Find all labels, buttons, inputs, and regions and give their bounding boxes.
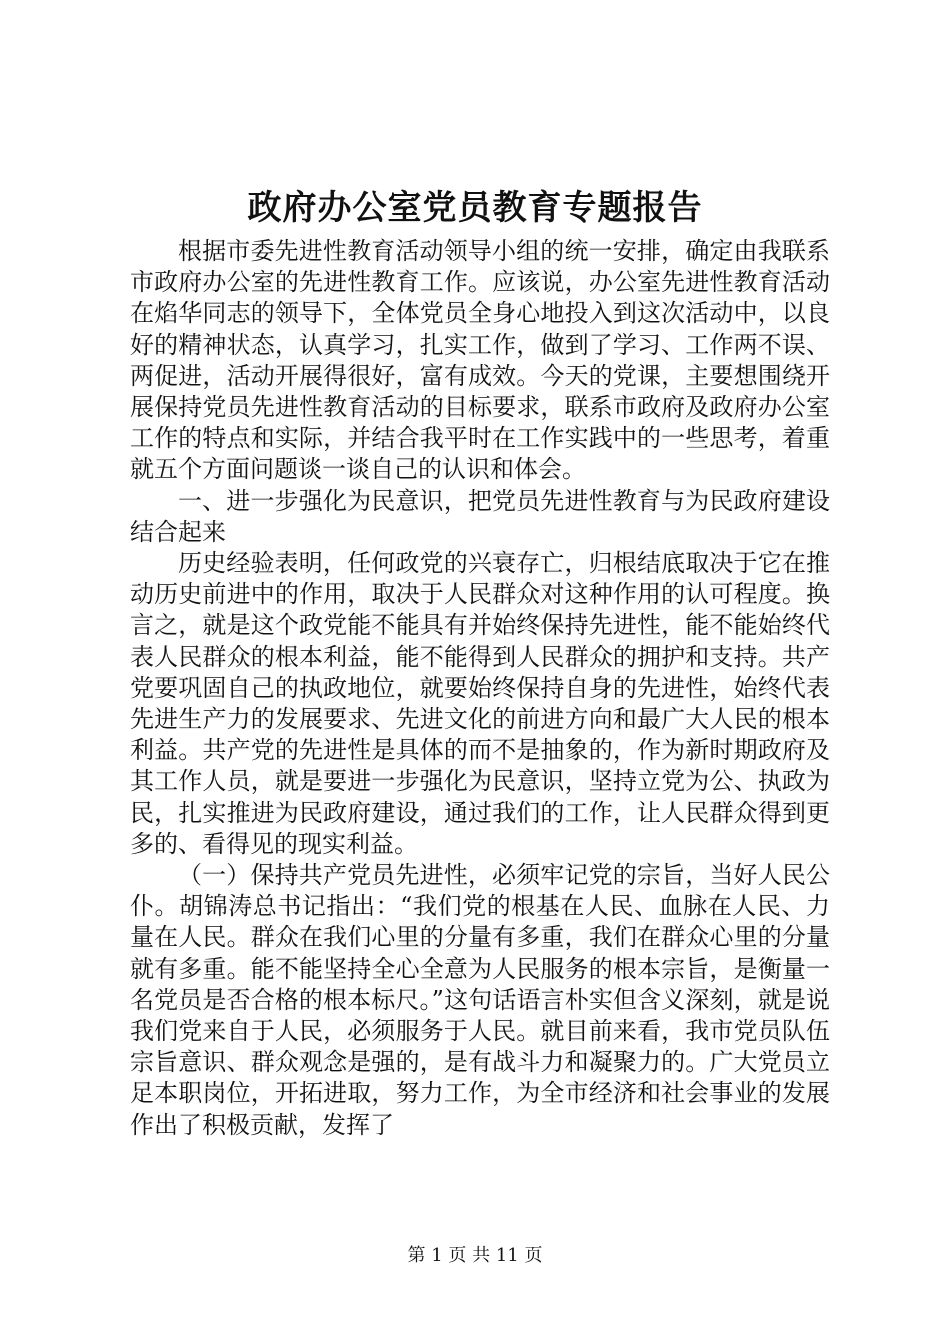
paragraph-intro: 根据市委先进性教育活动领导小组的统一安排，确定由我联系市政府办公室的先进性教育工作。应该说，办公室先进性教育活动在焰华同志的领导下，全体党员全身心地投入到这次活动中，以良好的精神状态，认真学习，扎实工作，做到了学习、工作两不误、两促进，活动开展得很好，富有成效。今天的党课，主要想围绕开展保持党员先进性教育活动的目标要求，联系市政府及政府办公室工作的特点和实际，并结合我平时在工作实践中的一些思考，着重就五个方面问题谈一谈自己的认识和体会。: [130, 237, 830, 484]
paragraph-subsection-1: （一）保持共产党员先进性，必须牢记党的宗旨，当好人民公仆。胡锦涛总书记指出：“我们党的根基在人民、血脉在人民、力量在人民。群众在我们心里的分量有多重，我们在群众心里的分量就有多重。能不能坚持全心全意为人民服务的根本宗旨，是衡量一名党员是否合格的根本标尺。”这句话语言朴实但含义深刻，就是说我们党来自于人民，必须服务于人民。就目前来看，我市党员队伍宗旨意识、群众观念是强的，是有战斗力和凝聚力的。广大党员立足本职岗位，开拓进取，努力工作，为全市经济和社会事业的发展作出了积极贡献，发挥了: [130, 861, 830, 1139]
paragraph-history: 历史经验表明，任何政党的兴衰存亡，归根结底取决于它在推动历史前进中的作用，取决于人民群众对这种作用的认可程度。换言之，就是这个政党能不能具有并始终保持先进性，能不能始终代表人民群众的根本利益，能不能得到人民群众的拥护和支持。共产党要巩固自己的执政地位，就要始终保持自身的先进性，始终代表先进生产力的发展要求、先进文化的前进方向和最广大人民的根本利益。共产党的先进性是具体的而不是抽象的，作为新时期政府及其工作人员，就是要进一步强化为民意识，坚持立党为公、执政为民，扎实推进为民政府建设，通过我们的工作，让人民群众得到更多的、看得见的现实利益。: [130, 549, 830, 858]
page-footer: 第 1 页 共 11 页: [407, 1245, 543, 1266]
document-title: 政府办公室党员教育专题报告: [247, 188, 703, 228]
document-body: [130, 236, 830, 1141]
section-heading-1: 一、进一步强化为民意识，把党员先进性教育与为民政府建设结合起来: [130, 486, 830, 546]
